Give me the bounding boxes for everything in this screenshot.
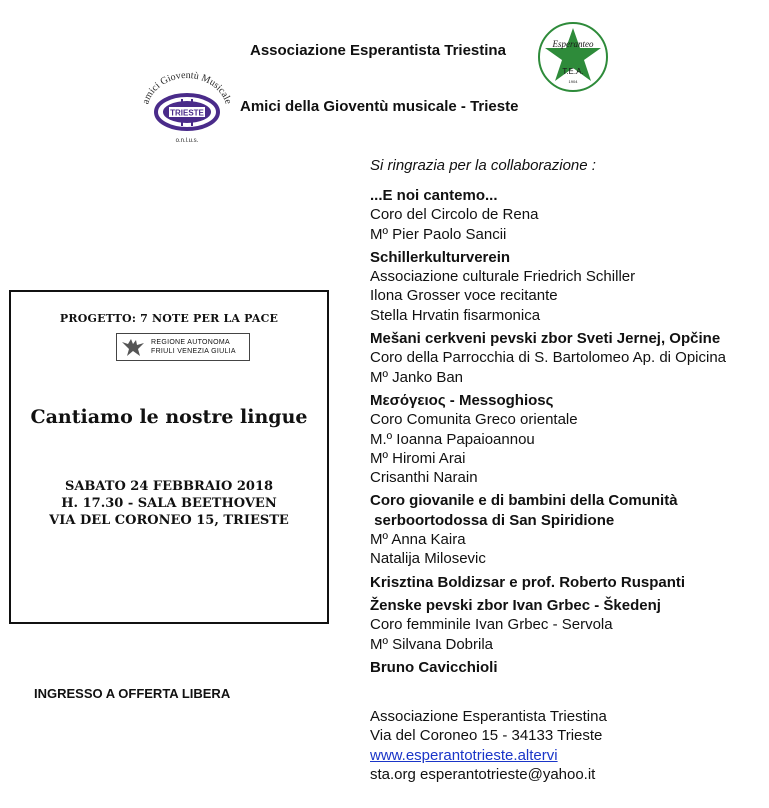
group-line: Ilona Grosser voce recitante — [370, 287, 558, 305]
group-entry — [370, 596, 765, 654]
poster-date: SABATO 24 FEBBRAIO 2018 — [64, 479, 274, 494]
group-entry — [370, 248, 765, 325]
logo-gm-sub-text: o.n.l.u.s. — [175, 138, 199, 144]
logo-gm-arc-text: amici Gioventù Musicale — [140, 69, 234, 106]
logo-esp-text-bottom: 1904 — [568, 79, 578, 84]
group-entry — [370, 329, 765, 387]
group-entry — [370, 491, 765, 568]
group-line: Coro della Parrocchia di S. Bartolomeo Ap. di Opicina — [370, 349, 727, 367]
esperanto-logo — [536, 20, 610, 94]
region-line2: FRIULI VENEZIA GIULIA — [151, 348, 236, 355]
group-line: Coro femminile Ivan Grbec - Servola — [370, 616, 613, 634]
contact-block — [370, 707, 607, 784]
thanks-intro: Si ringrazia per la collaborazione : — [370, 157, 596, 174]
contact-org: Associazione Esperantista Triestina — [370, 708, 607, 725]
logo-esp-text-top: Esperanteo — [552, 39, 594, 49]
poster-title: Cantiamo le nostre lingue — [30, 406, 308, 428]
contact-address: Via del Coroneo 15 - 34133 Trieste — [370, 727, 603, 745]
group-entry — [370, 186, 765, 244]
poster-project: PROGETTO: 7 NOTE PER LA PACE — [59, 312, 279, 325]
poster-address: VIA DEL CORONEO 15, TRIESTE — [49, 513, 289, 528]
group-entry — [370, 658, 765, 677]
group-line: Mº Hiromi Arai — [370, 449, 466, 467]
poster-info — [11, 478, 327, 529]
group-entry — [370, 573, 765, 592]
group-entry — [370, 391, 765, 487]
group-line: Stella Hrvatin fisarmonica — [370, 306, 541, 324]
org-esperanto-title: Associazione Esperantista Triestina — [250, 42, 506, 59]
group-line: Crisanthi Narain — [370, 469, 478, 487]
contact-email: sta.org esperantotrieste@yahoo.it — [370, 765, 596, 783]
poster-time-place: H. 17.30 - SALA BEETHOVEN — [61, 496, 277, 511]
group-title: Coro giovanile e di bambini della Comunità serboortodossa di San Spiridione — [370, 492, 678, 529]
region-badge — [116, 333, 250, 361]
group-line: M.º Ioanna Papaioannou — [370, 430, 535, 448]
group-title: Mešani cerkveni pevski zbor Sveti Jernej, Opčine — [370, 330, 721, 348]
group-line: Associazione culturale Friedrich Schiller — [370, 268, 636, 286]
eagle-icon — [120, 336, 146, 358]
group-title: ...E noi cantemo... — [370, 187, 498, 204]
group-line: Mº Silvana Dobrila — [370, 635, 494, 653]
org-gioventu-title: Amici della Gioventù musicale - Trieste — [240, 98, 519, 115]
group-line: Coro del Circolo de Rena — [370, 206, 539, 224]
group-title: Bruno Cavicchioli — [370, 658, 498, 676]
logo-esp-text-mid: T.E.A. — [562, 67, 584, 76]
group-title: Schillerkulturverein — [370, 248, 511, 266]
event-poster — [9, 290, 329, 624]
group-line: Mº Janko Ban — [370, 368, 464, 386]
group-title: Ženske pevski zbor Ivan Grbec - Škedenj — [370, 596, 661, 614]
entry-note: INGRESSO A OFFERTA LIBERA — [34, 686, 231, 701]
logo-gm-center-text: TRIESTE — [170, 108, 204, 118]
contact-website-link[interactable]: www.esperantotrieste.altervi — [370, 746, 558, 764]
group-line: Natalija Milosevic — [370, 550, 486, 568]
group-title: Μεσόγειος - Messoghiosς — [370, 391, 554, 409]
group-title: Krisztina Boldizsar e prof. Roberto Ruspanti — [370, 573, 686, 591]
region-line1: REGIONE AUTONOMA — [151, 339, 230, 346]
gioventu-logo — [135, 66, 239, 146]
group-line: Mº Pier Paolo Sancii — [370, 225, 507, 243]
group-line: Mº Anna Kaira — [370, 531, 466, 549]
groups-list — [370, 186, 765, 681]
group-line: Coro Comunita Greco orientale — [370, 411, 578, 429]
